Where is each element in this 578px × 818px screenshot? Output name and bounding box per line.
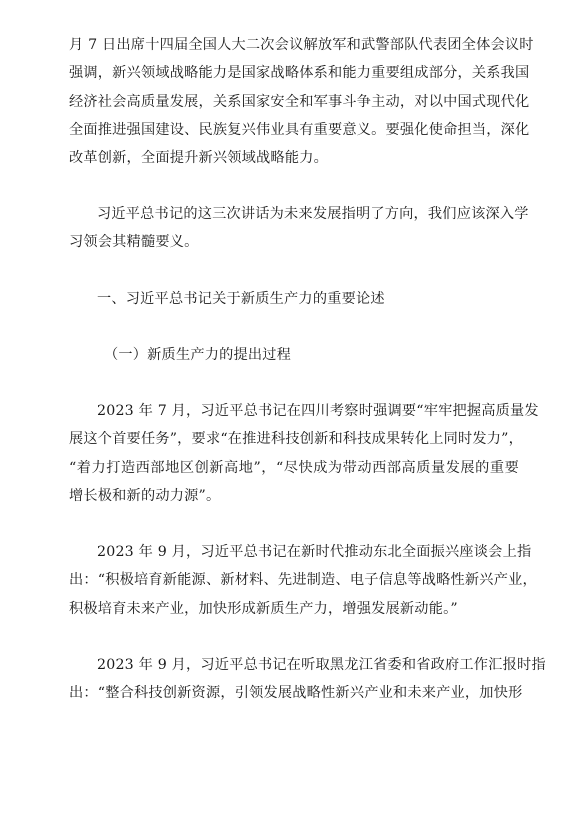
paragraph-2-line-1: 习近平总书记的这三次讲话为未来发展指明了方向，我们应该深入学 [97,206,529,222]
paragraph-1-line-4: 全面推进强国建设、民族复兴伟业具有重要意义。要强化使命担当，深化 [69,122,530,138]
paragraph-4-line-3: 积极培育未来产业，加快形成新质生产力，增强发展新动能。” [69,601,458,617]
section-heading: 一、习近平总书记关于新质生产力的重要论述 [97,291,385,307]
paragraph-3-line-3: “着力打造西部地区创新高地”，“尽快成为带动西部高质量发展的重要 [69,460,519,476]
paragraph-3-line-1: 2023 年 7 月，习近平总书记在四川考察时强调要“牢牢把握高质量发 [97,403,539,419]
paragraph-1-line-1: 月 7 日出席十四届全国人大二次会议解放军和武警部队代表团全体会议时 [69,37,534,53]
subsection-heading: （一）新质生产力的提出过程 [104,347,292,363]
paragraph-4-line-1: 2023 年 9 月，习近平总书记在新时代推动东北全面振兴座谈会上指 [97,544,532,560]
paragraph-4-line-2: 出：“积极培育新能源、新材料、先进制造、电子信息等战略性新兴产业， [69,572,537,588]
paragraph-5-line-1: 2023 年 9 月，习近平总书记在听取黑龙江省委和省政府工作汇报时指 [97,657,546,673]
paragraph-2-line-2: 习领会其精髓要义。 [69,234,199,250]
paragraph-3-line-4: 增长极和新的动力源”。 [69,488,221,504]
paragraph-1-line-5: 改革创新，全面提升新兴领域战略能力。 [69,150,328,166]
paragraph-3-line-2: 展这个首要任务”，要求“在推进科技创新和科技成果转化上同时发力”， [69,431,523,447]
paragraph-5-line-2: 出：“整合科技创新资源，引领发展战略性新兴产业和未来产业，加快形 [69,685,523,701]
paragraph-1-line-3: 经济社会高质量发展，关系国家安全和军事斗争主动，对以中国式现代化 [69,94,530,110]
paragraph-1-line-2: 强调，新兴领域战略能力是国家战略体系和能力重要组成部分，关系我国 [69,65,530,81]
